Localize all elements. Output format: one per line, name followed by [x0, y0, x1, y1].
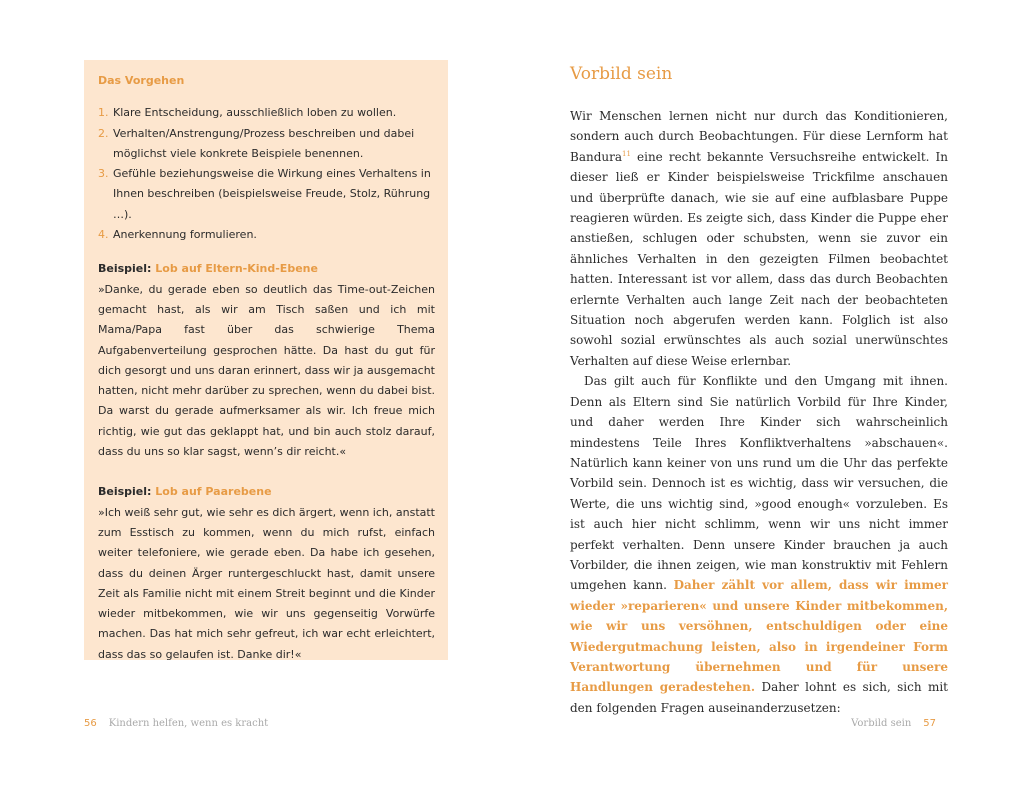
page-number: 57 — [923, 718, 936, 729]
left-footer — [84, 718, 268, 729]
list-item — [98, 225, 435, 245]
body-text — [570, 106, 948, 718]
example1-text: »Danke, du gerade eben so deutlich das Time-out-Zeichen gemacht hast, als wir am Tisch saßen und ich mit Mama/Papa fast über das schwierige Thema Aufgabenverteilung gesprochen hätte. Da hast du gut für dich gesorgt und uns daran erinnert, dass wir ja ausgemacht hatten, nicht mehr darüber zu sprechen, wenn du dabei bist. Da warst du gerade aufmerksamer als wir. Ich freue mich richtig, wie gut das geklappt hat, und bin auch stolz darauf, dass du uns so klar sagst, wenn’s dir reicht.« — [98, 282, 435, 459]
running-title: Vorbild sein — [851, 718, 912, 729]
list-item — [98, 164, 435, 225]
step-text: Gefühle beziehungsweise die Wirkung eines Verhaltens in Ihnen beschreiben (beispielsweise Freude, Stolz, Rührung …). — [113, 167, 431, 221]
step-text: Verhalten/Anstrengung/Prozess beschreiben und dabei möglichst viele konkrete Beispiele benennen. — [113, 126, 415, 160]
paragraph-text: Daher lohnt es sich, sich mit den folgenden Fragen auseinanderzusetzen: — [570, 680, 949, 715]
chapter-title: Vorbild sein — [570, 64, 673, 84]
example2-label: Beispiel: — [98, 485, 152, 499]
right-page — [510, 0, 1020, 812]
info-box — [84, 60, 448, 660]
list-item — [98, 124, 435, 165]
example2-heading — [98, 482, 435, 502]
example1-heading — [98, 259, 435, 279]
example1-title: Lob auf Eltern-Kind-Ebene — [155, 262, 318, 276]
step-text: Klare Entscheidung, ausschließlich loben zu wollen. — [113, 106, 397, 120]
paragraph-text: Wir Menschen lernen nicht nur durch das Konditionieren, sondern auch durch Beobachtungen. Für diese Lernform hat Bandura — [570, 109, 948, 164]
footnote-ref[interactable]: 11 — [622, 149, 631, 158]
paragraph-text: eine recht bekannte Versuchsreihe entwickelt. In dieser ließ er Kinder beispielsweise Trickfilme anschauen und überprüfte danach, wie sie auf eine aufblasbare Puppe reagieren würden. Es zeigte sich, dass Kinder die Puppe eher anstießen, schlugen oder schubsten, wenn sie zuvor ein ähnliches Verhalten in den gezeigten Filmen beobachtet hatten. Interessant ist vor allem, dass das durch Beobachten erlernte Verhalten auch lange Zeit nach der beobachteten Situation noch abgerufen werden kann. Folglich ist also sowohl sozial erwünschtes als auch sozial unerwünschtes Verhalten auf diese Weise erlernbar. — [570, 149, 948, 368]
paragraph — [570, 106, 948, 371]
example2-text: »Ich weiß sehr gut, wie sehr es dich ärgert, wenn ich, anstatt zum Esstisch zu kommen, wenn du mich rufst, einfach weiter telefoniere, wie gerade eben. Da habe ich gesehen, dass du deinen Ärger runtergeschluckt hast, damit unsere Zeit als Familie nicht mit einem Streit beginnt und die Kinder wieder mitbekommen, wie wir uns gegenseitig Vorwürfe machen. Das hat mich sehr gefreut, ich war echt erleichtert, dass das so gelaufen ist. Danke dir!« — [98, 505, 435, 661]
paragraph — [570, 371, 948, 718]
highlighted-text: Daher zählt vor allem, dass wir immer wieder »reparieren« und unsere Kinder mitbekommen, wie wir uns versöhnen, entschuldigen oder eine Wiedergutmachung leisten, also in irgendeiner Form Verantwortung übernehmen und für unsere Handlungen geradestehen. — [570, 578, 948, 695]
page-number: 56 — [84, 718, 97, 729]
steps-list — [98, 103, 435, 245]
example2-title: Lob auf Paarebene — [155, 485, 272, 499]
step-number: 3. — [98, 167, 109, 181]
paragraph-text: Das gilt auch für Konflikte und den Umgang mit ihnen. Denn als Eltern sind Sie natürlich Vorbild für Ihre Kinder, und daher werden Ihre Kinder sich wahrscheinlich mindestens Teile Ihres Konfliktverhaltens »abschauen«. Natürlich kann keiner von uns rund um die Uhr das perfekte Vorbild sein. Dennoch ist es wichtig, dass wir versuchen, die Werte, die uns wichtig sind, »good enough« vorzuleben. Es ist auch hier nicht schlimm, wenn wir uns nicht immer perfekt verhalten. Denn unsere Kinder brauchen ja auch Vorbilder, die ihnen zeigen, wie man konstruktiv mit Fehlern umgehen kann. — [570, 374, 948, 593]
step-number: 1. — [98, 106, 109, 120]
step-number: 2. — [98, 126, 109, 140]
right-footer — [851, 718, 936, 729]
step-text: Anerkennung formulieren. — [113, 228, 257, 242]
example1-label: Beispiel: — [98, 262, 152, 276]
step-number: 4. — [98, 228, 109, 242]
running-title: Kindern helfen, wenn es kracht — [108, 718, 269, 729]
list-item — [98, 103, 435, 123]
box-title: Das Vorgehen — [98, 74, 185, 87]
